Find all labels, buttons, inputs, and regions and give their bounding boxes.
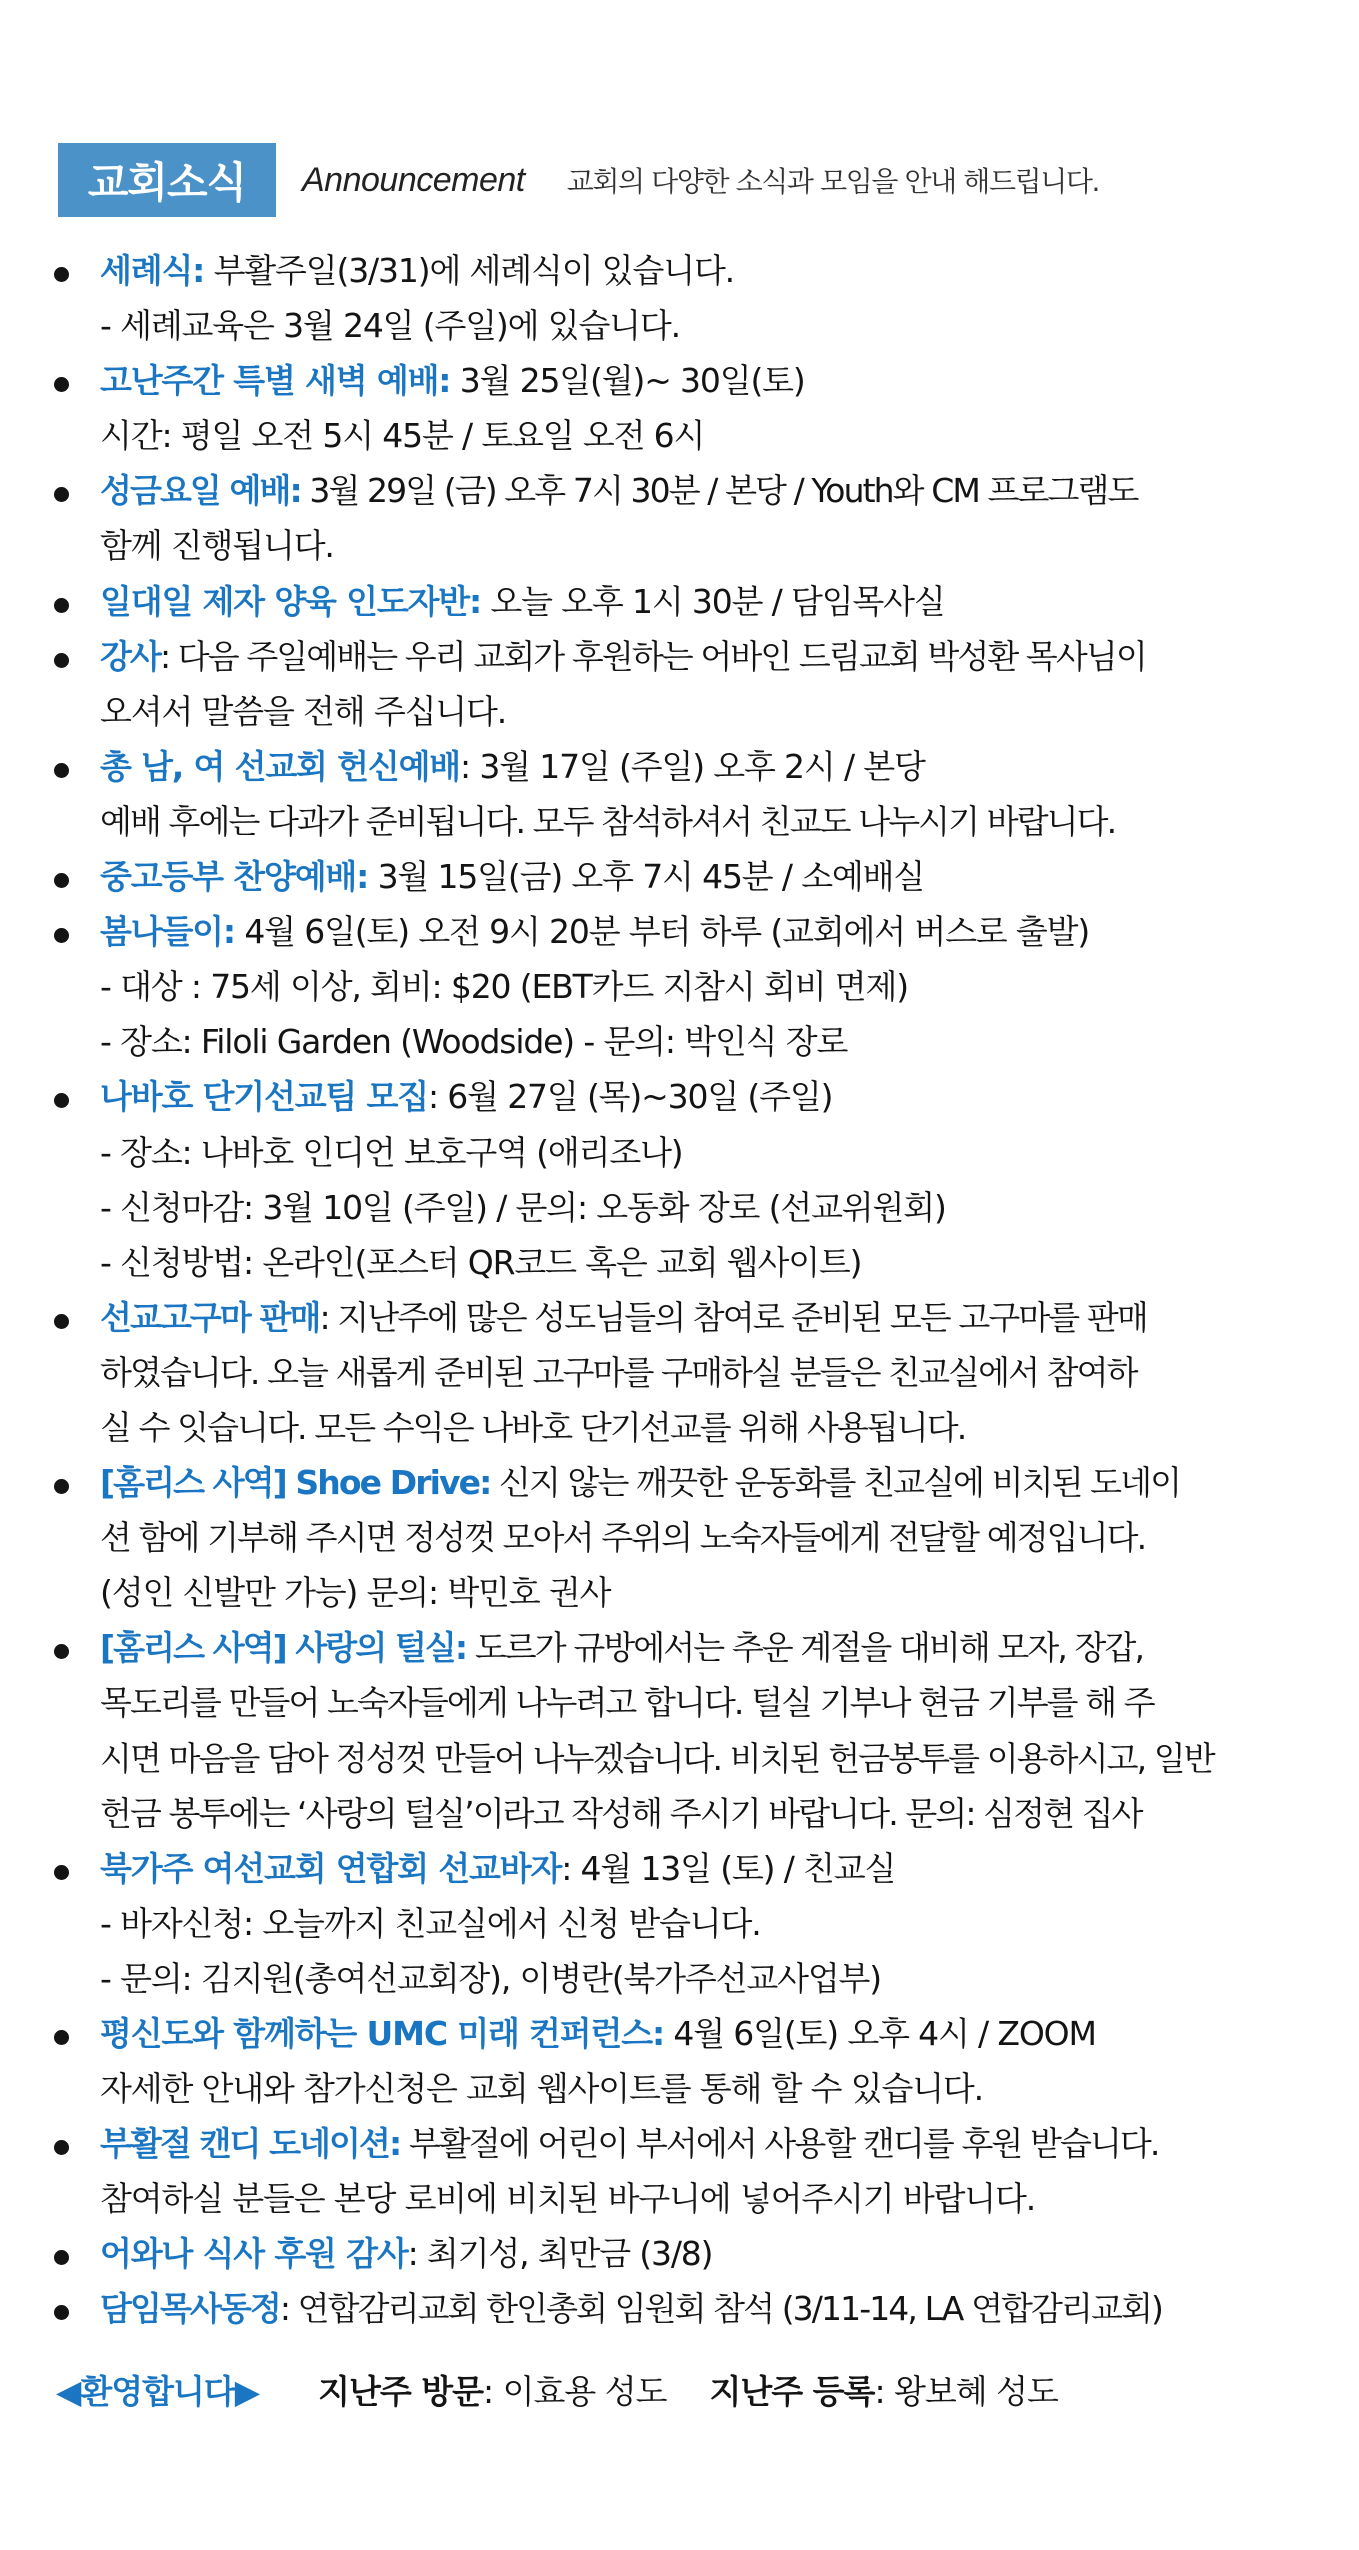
item-title: 일대일 제자 양육 인도자반: — [100, 581, 482, 621]
item-text: - 장소: Filoli Garden (Woodside) - 문의: 박인식 장로 — [100, 1022, 848, 1062]
item-text: 오늘 오후 1시 30분 / 담임목사실 — [490, 581, 945, 621]
section-tag-english: Announcement — [302, 160, 525, 199]
item-title: 총 남, 여 선교회 헌신예배 — [100, 746, 461, 786]
item-text: : 4월 13일 (토) / 친교실 — [561, 1848, 896, 1888]
list-item — [0, 463, 1359, 573]
item-text: : 3월 17일 (주일) 오후 2시 / 본당 — [460, 746, 925, 786]
list-item — [0, 2226, 1359, 2281]
list-item — [0, 629, 1359, 739]
item-text: 오셔서 말씀을 전해 주십니다. — [100, 691, 507, 731]
bullet-icon — [54, 1479, 69, 1494]
bullet-icon — [54, 653, 69, 668]
item-text: 도르가 규방에서는 추운 계절을 대비해 모자, 장갑, — [474, 1628, 1144, 1668]
bullet-icon — [54, 1314, 69, 1329]
section-tag: 교회소식 — [58, 143, 276, 217]
item-title: 세례식: — [100, 251, 205, 290]
item-title: 담임목사동정 — [100, 2289, 280, 2329]
item-title: 봄나들이: — [100, 912, 235, 952]
section-subtitle: 교회의 다양한 소식과 모임을 안내 해드립니다. — [566, 165, 1100, 198]
item-text: 예배 후에는 다과가 준비됩니다. 모두 참석하셔서 친교도 나누시기 바랍니다. — [100, 801, 1116, 841]
list-item — [0, 353, 1359, 463]
item-text: 헌금 봉투에는 ‘사랑의 털실’이라고 작성해 주시기 바랍니다. 문의: 심정현 집사 — [100, 1793, 1142, 1833]
bullet-icon — [54, 763, 69, 778]
last-week-visit-label: 지난주 방문 — [318, 2372, 484, 2411]
last-week-visit-value: : 이효용 성도 — [483, 2372, 667, 2411]
item-text: 3월 15일(금) 오후 7시 45분 / 소예배실 — [377, 857, 925, 897]
item-text: : 연합감리교회 한인총회 임원회 참석 (3/11-14, LA 연합감리교회) — [279, 2289, 1162, 2329]
item-text: - 문의: 김지원(총여선교회장), 이병란(북가주선교사업부) — [100, 1958, 881, 1998]
list-item — [0, 1290, 1359, 1455]
item-text: 부활절에 어린이 부서에서 사용할 캔디를 후원 받습니다. — [408, 2124, 1159, 2164]
item-text: : 6월 27일 (목)~30일 (주일) — [427, 1077, 833, 1117]
item-title: 부활절 캔디 도네이션: — [100, 2124, 401, 2164]
item-title: 강사 — [100, 636, 160, 676]
item-title: 어와나 식사 후원 감사 — [100, 2234, 408, 2274]
item-text: - 대상 : 75세 이상, 회비: $20 (EBT카드 지참시 회비 면제) — [100, 967, 908, 1007]
list-item — [0, 1841, 1359, 2006]
welcome-footer — [56, 2362, 1058, 2422]
item-title: 선교고구마 판매 — [100, 1297, 320, 1337]
item-text: 하였습니다. 오늘 새롭게 준비된 고구마를 구매하실 분들은 친교실에서 참여하 — [100, 1352, 1137, 1392]
item-text: - 바자신청: 오늘까지 친교실에서 신청 받습니다. — [100, 1903, 761, 1943]
list-item — [0, 1455, 1359, 1620]
item-text: - 장소: 나바호 인디언 보호구역 (애리조나) — [100, 1132, 683, 1172]
list-item — [0, 574, 1359, 629]
list-item — [0, 243, 1359, 353]
list-item — [0, 2006, 1359, 2116]
item-text: - 세례교육은 3월 24일 (주일)에 있습니다. — [100, 306, 680, 346]
last-week-register-value: : 왕보혜 성도 — [874, 2372, 1058, 2411]
list-item — [0, 904, 1359, 1069]
item-text: 3월 25일(월)~ 30일(토) — [459, 361, 805, 401]
item-text: 목도리를 만들어 노숙자들에게 나누려고 합니다. 털실 기부나 현금 기부를 해 주 — [100, 1683, 1154, 1723]
item-text: 4월 6일(토) 오후 4시 / ZOOM — [673, 2014, 1096, 2053]
item-text: 4월 6일(토) 오전 9시 20분 부터 하루 (교회에서 버스로 출발) — [244, 912, 1090, 952]
item-text: 함께 진행됩니다. — [100, 526, 334, 566]
item-text: - 신청방법: 온라인(포스터 QR코드 혹은 교회 웹사이트) — [100, 1242, 862, 1282]
bullet-icon — [54, 598, 69, 613]
list-item — [0, 1620, 1359, 1840]
bullet-icon — [54, 1865, 69, 1880]
last-week-register-label: 지난주 등록 — [709, 2372, 875, 2411]
bullet-icon — [54, 267, 69, 282]
item-text: 시면 마음을 담아 정성껏 만들어 나누겠습니다. 비치된 헌금봉투를 이용하시고, 일반 — [100, 1738, 1214, 1778]
item-title: 성금요일 예배: — [100, 471, 301, 511]
item-title: 북가주 여선교회 연합회 선교바자 — [100, 1848, 562, 1888]
item-title: [홈리스 사역] Shoe Drive: — [100, 1463, 491, 1503]
item-text: : 최기성, 최만금 (3/8) — [407, 2234, 713, 2274]
list-item — [0, 2281, 1359, 2336]
item-title: 고난주간 특별 새벽 예배: — [100, 361, 451, 401]
item-text: 자세한 안내와 참가신청은 교회 웹사이트를 통해 할 수 있습니다. — [100, 2069, 983, 2109]
item-text: 부활주일(3/31)에 세례식이 있습니다. — [213, 251, 735, 290]
bullet-icon — [54, 2030, 69, 2045]
list-item — [0, 2116, 1359, 2226]
item-title: 중고등부 찬양예배: — [100, 857, 369, 897]
item-text: : 지난주에 많은 성도님들의 참여로 준비된 모든 고구마를 판매 — [319, 1297, 1147, 1337]
item-text: (성인 신발만 가능) 문의: 박민호 권사 — [100, 1573, 611, 1613]
section-header — [58, 143, 1099, 217]
item-title: 평신도와 함께하는 UMC 미래 컨퍼런스: — [100, 2014, 664, 2053]
welcome-label: ◀환영합니다▶ — [56, 2372, 260, 2411]
item-text: 션 함에 기부해 주시면 정성껏 모아서 주위의 노숙자들에게 전달할 예정입니다. — [100, 1518, 1146, 1558]
list-item — [0, 1069, 1359, 1289]
item-text: 참여하실 분들은 본당 로비에 비치된 바구니에 넣어주시기 바랍니다. — [100, 2179, 1036, 2219]
announcement-list — [0, 243, 1359, 2337]
bullet-icon — [54, 873, 69, 888]
list-item — [0, 849, 1359, 904]
list-item — [0, 739, 1359, 849]
item-title: 나바호 단기선교팀 모집 — [100, 1077, 428, 1117]
item-text: 신지 않는 깨끗한 운동화를 친교실에 비치된 도네이 — [499, 1463, 1181, 1503]
item-text: 실 수 잇습니다. 모든 수익은 나바호 단기선교를 위해 사용됩니다. — [100, 1407, 966, 1447]
item-title: [홈리스 사역] 사랑의 털실: — [100, 1628, 467, 1668]
item-text: : 다음 주일예배는 우리 교회가 후원하는 어바인 드림교회 박성환 목사님이 — [159, 636, 1146, 676]
item-text: 3월 29일 (금) 오후 7시 30분 / 본당 / Youth와 CM 프로그램도 — [309, 471, 1138, 511]
item-text: - 신청마감: 3월 10일 (주일) / 문의: 오동화 장로 (선교위원회) — [100, 1187, 946, 1227]
item-text: 시간: 평일 오전 5시 45분 / 토요일 오전 6시 — [100, 416, 705, 456]
